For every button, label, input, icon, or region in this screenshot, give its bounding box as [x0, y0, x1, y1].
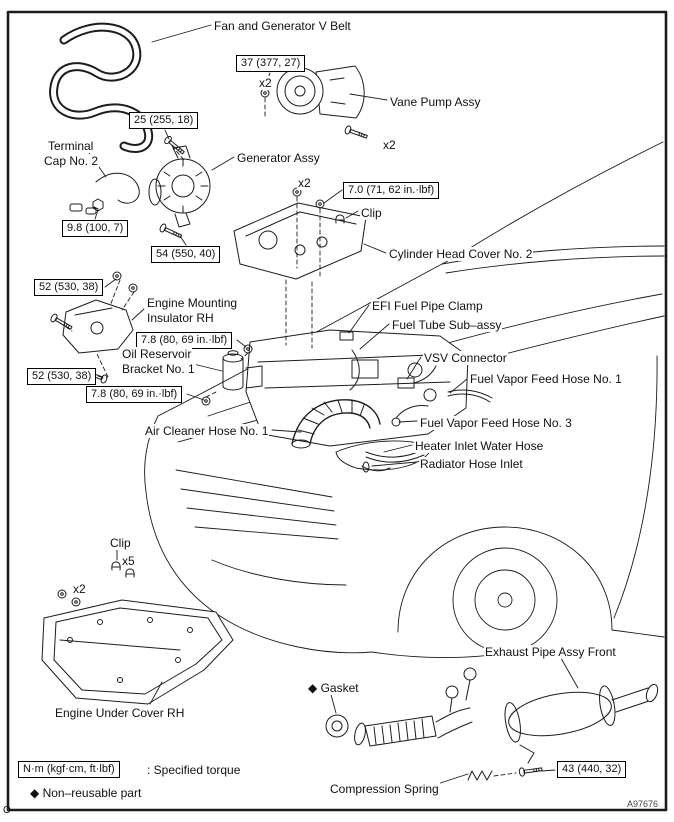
- callout-engine-mounting: Engine Mounting: [147, 296, 238, 310]
- qty-clip: x5: [122, 554, 135, 568]
- gasket-ring: [326, 715, 348, 737]
- cylinder-head-cover: [234, 203, 366, 279]
- torque-vane-pump: 37 (377, 27): [236, 55, 305, 72]
- page-marker: O: [3, 805, 11, 816]
- callout-heater-hose: Heater Inlet Water Hose: [415, 439, 544, 453]
- callout-compression-spring: Compression Spring: [330, 782, 439, 796]
- callout-vane-pump: Vane Pump Assy: [390, 95, 481, 109]
- callout-oil-reservoir: Oil Reservoir: [122, 347, 192, 361]
- callout-efi-clamp: EFI Fuel Pipe Clamp: [372, 299, 483, 313]
- qty-pump-bolt: x2: [383, 138, 396, 152]
- callout-air-cleaner: Air Cleaner Hose No. 1: [145, 424, 269, 438]
- legend-torque-unit: N·m (kgf·cm, ft·lbf): [18, 761, 120, 778]
- generator-assy: [149, 146, 210, 227]
- figure-code: A97676: [627, 799, 659, 809]
- callout-fan-belt: Fan and Generator V Belt: [214, 19, 351, 33]
- torque-mount-bolt-lower: 52 (530, 38): [27, 368, 96, 385]
- torque-generator-bolt: 25 (255, 18): [129, 112, 198, 129]
- engine-under-cover: [42, 600, 233, 704]
- fan-generator-v-belt: [54, 27, 149, 148]
- qty-cover-bolt: x2: [298, 176, 311, 190]
- torque-reservoir-upper: 7.8 (80, 69 in.·lbf): [136, 332, 232, 349]
- torque-exhaust-bolt: 43 (440, 32): [557, 761, 626, 778]
- torque-cover-bolt: 7.0 (71, 62 in.·lbf): [343, 182, 439, 199]
- callout-clip-top: Clip: [361, 206, 382, 220]
- exhaust-bolt: [519, 765, 543, 776]
- torque-mount-bolt-upper: 52 (530, 38): [34, 279, 103, 296]
- radiator-hose-inlet: [362, 462, 390, 472]
- torque-reservoir-lower: 7.8 (80, 69 in.·lbf): [86, 386, 182, 403]
- qty-vane-pump-nut: x2: [259, 76, 272, 90]
- callout-vapor-hose1: Fuel Vapor Feed Hose No. 1: [470, 372, 622, 386]
- terminal-cap: [70, 173, 139, 214]
- callout-radiator-inlet: Radiator Hose Inlet: [420, 457, 523, 471]
- callout-cap-no2: Cap No. 2: [44, 154, 99, 168]
- callout-gasket: ◆ Gasket: [308, 681, 359, 695]
- legend-nonreusable: ◆ Non–reusable part: [30, 786, 142, 800]
- callout-exhaust: Exhaust Pipe Assy Front: [485, 645, 616, 659]
- legend-torque-desc: : Specified torque: [147, 763, 241, 777]
- callout-cyl-head-cover: Cylinder Head Cover No. 2: [389, 247, 533, 261]
- engine-mounting-insulator: [63, 300, 133, 353]
- callout-bracket-no1: Bracket No. 1: [122, 362, 195, 376]
- callout-terminal: Terminal: [48, 139, 94, 153]
- qty-under-cover-bolt: x2: [73, 582, 86, 596]
- callout-clip-bottom: Clip: [110, 536, 131, 550]
- torque-generator-long-bolt: 54 (550, 40): [151, 246, 220, 263]
- callout-generator: Generator Assy: [237, 151, 320, 165]
- callout-vsv: VSV Connector: [424, 351, 507, 365]
- torque-terminal-nut: 9.8 (100, 7): [62, 220, 128, 237]
- callout-under-cover: Engine Under Cover RH: [55, 706, 185, 720]
- compression-spring-coil: [468, 771, 492, 780]
- callout-fuel-tube: Fuel Tube Sub–assy: [392, 318, 502, 332]
- callout-vapor-hose3: Fuel Vapor Feed Hose No. 3: [420, 416, 572, 430]
- vane-pump-assy: [277, 66, 364, 118]
- callout-insulator-rh: Insulator RH: [147, 311, 214, 325]
